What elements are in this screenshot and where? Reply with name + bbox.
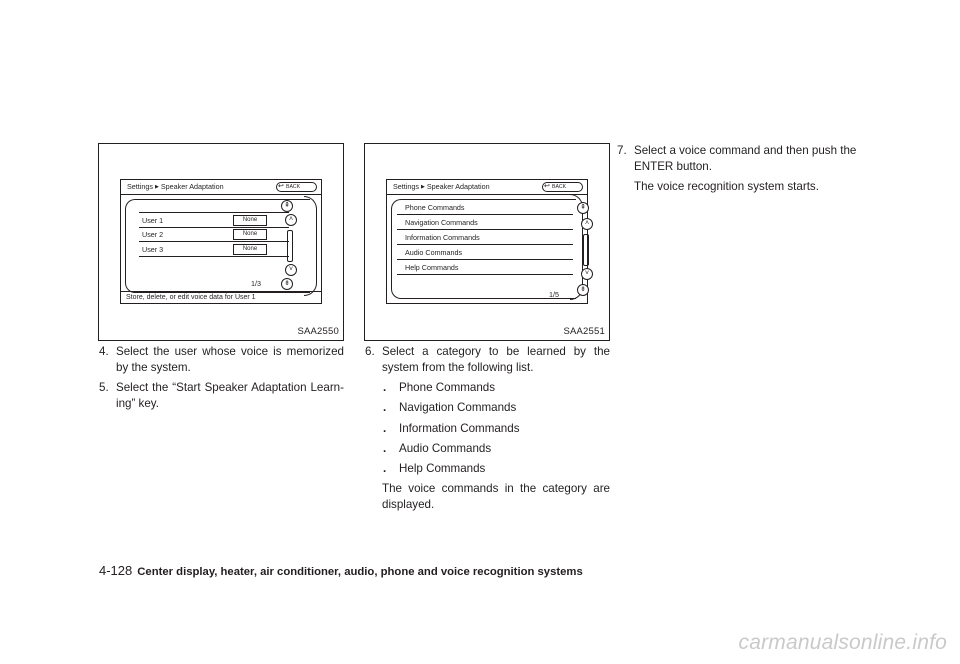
category-bullet-list bbox=[382, 380, 610, 477]
return-arrow-icon: ↩ bbox=[278, 183, 284, 190]
display-screen bbox=[386, 179, 588, 304]
figure-speaker-adaptation-users bbox=[98, 143, 344, 341]
back-label: BACK bbox=[286, 184, 301, 190]
bullet-text: Information Commands bbox=[399, 421, 520, 435]
list-row-navigation[interactable] bbox=[397, 215, 573, 230]
breadcrumb bbox=[393, 182, 490, 191]
status-bar: Store, delete, or edit voice data for User 1 bbox=[121, 291, 321, 303]
page-up-icon[interactable]: ⇞ bbox=[281, 200, 293, 212]
bullet-text: Phone Commands bbox=[399, 381, 496, 394]
figure-command-categories bbox=[364, 143, 610, 341]
page-indicator: 1/5 bbox=[549, 290, 559, 299]
back-button[interactable] bbox=[542, 182, 583, 192]
column-2 bbox=[365, 344, 610, 513]
scroll-down-icon[interactable]: ˅ bbox=[285, 264, 297, 276]
breadcrumb-root: Settings bbox=[393, 182, 419, 191]
step-text: Select a voice command and then push the ENTER button. bbox=[634, 144, 857, 173]
bullet-text: Navigation Commands bbox=[399, 401, 517, 415]
row-label: Information Commands bbox=[405, 233, 480, 242]
row-label: Audio Commands bbox=[405, 248, 463, 257]
voice-data-value: None bbox=[233, 229, 267, 240]
list-row-audio[interactable] bbox=[397, 245, 573, 260]
column-3 bbox=[617, 143, 860, 195]
row-label: User 3 bbox=[142, 245, 164, 254]
bullet-icon: . bbox=[383, 401, 387, 415]
bullet-icon: . bbox=[383, 381, 387, 394]
scroll-up-icon[interactable]: ˄ bbox=[285, 214, 297, 226]
display-screen bbox=[120, 179, 322, 304]
step-text: Select the user whose voice is memorized by the system. bbox=[116, 345, 344, 374]
column-1 bbox=[99, 344, 344, 416]
row-label: Help Commands bbox=[405, 263, 459, 272]
list-row-user-3[interactable] bbox=[139, 242, 289, 257]
bullet-text: Help Commands bbox=[399, 462, 486, 476]
row-label: User 2 bbox=[142, 230, 164, 239]
back-button[interactable] bbox=[276, 182, 317, 192]
page-footer bbox=[99, 563, 583, 578]
bullet-icon: . bbox=[383, 441, 387, 455]
list-row-user-1[interactable] bbox=[139, 212, 289, 228]
step-number: 6. bbox=[365, 345, 375, 358]
list-row-help[interactable] bbox=[397, 260, 573, 275]
page-up-icon[interactable]: ⇞ bbox=[577, 202, 589, 214]
closing-paragraph: The voice commands in the category are displayed. bbox=[382, 482, 610, 512]
step-6 bbox=[365, 344, 610, 376]
scroll-up-icon[interactable]: ˄ bbox=[581, 218, 593, 230]
page-down-icon[interactable]: ⇟ bbox=[577, 284, 589, 296]
page-number: 4-128 bbox=[99, 563, 133, 578]
scrollbar-track[interactable] bbox=[287, 230, 293, 262]
bullet-text: Audio Commands bbox=[399, 441, 492, 455]
step-5 bbox=[99, 380, 344, 412]
bullet-icon: . bbox=[383, 462, 387, 476]
step-number: 4. bbox=[99, 345, 109, 358]
scrollbar-track[interactable] bbox=[583, 234, 589, 266]
screen-header bbox=[387, 180, 587, 195]
step-number: 7. bbox=[617, 144, 627, 157]
voice-data-value: None bbox=[233, 215, 267, 226]
step-7 bbox=[617, 143, 860, 175]
bullet-item bbox=[382, 441, 610, 457]
row-label: Navigation Commands bbox=[405, 218, 478, 227]
voice-data-value: None bbox=[233, 244, 267, 255]
breadcrumb-arrow-icon: ▶ bbox=[420, 184, 425, 190]
bullet-item bbox=[382, 380, 610, 396]
breadcrumb bbox=[127, 182, 224, 191]
step-text: Select a category to be learned by the system from the following list. bbox=[382, 345, 610, 374]
list-row-user-2[interactable] bbox=[139, 227, 289, 242]
row-label: Phone Commands bbox=[405, 203, 465, 212]
figure-code: SAA2550 bbox=[297, 326, 339, 337]
return-arrow-icon: ↩ bbox=[544, 183, 550, 190]
bullet-item bbox=[382, 400, 610, 416]
page-down-icon[interactable]: ⇟ bbox=[281, 278, 293, 290]
screen-bezel-right bbox=[304, 196, 317, 296]
step-number: 5. bbox=[99, 381, 109, 394]
breadcrumb-page: Speaker Adaptation bbox=[426, 182, 490, 191]
bullet-item bbox=[382, 421, 610, 437]
list-row-information[interactable] bbox=[397, 230, 573, 245]
breadcrumb-root: Settings bbox=[127, 182, 153, 191]
list-row-phone[interactable] bbox=[397, 200, 573, 215]
followup-paragraph: The voice recognition system starts. bbox=[634, 180, 819, 193]
row-label: User 1 bbox=[142, 216, 164, 225]
breadcrumb-arrow-icon: ▶ bbox=[154, 184, 159, 190]
scroll-down-icon[interactable]: ˅ bbox=[581, 268, 593, 280]
breadcrumb-page: Speaker Adaptation bbox=[160, 182, 224, 191]
step-text: Select the “Start Speaker Adaptation Learn-ing” key. bbox=[116, 381, 344, 410]
page-indicator: 1/3 bbox=[251, 279, 261, 288]
section-title: Center display, heater, air conditioner, audio, phone and voice recognition systems bbox=[137, 566, 583, 578]
watermark: carmanualsonline.info bbox=[738, 631, 947, 654]
step-4 bbox=[99, 344, 344, 376]
screen-header bbox=[121, 180, 321, 195]
bullet-icon: . bbox=[383, 421, 387, 435]
figure-code: SAA2551 bbox=[563, 326, 605, 337]
back-label: BACK bbox=[552, 184, 567, 190]
bullet-item bbox=[382, 461, 610, 477]
